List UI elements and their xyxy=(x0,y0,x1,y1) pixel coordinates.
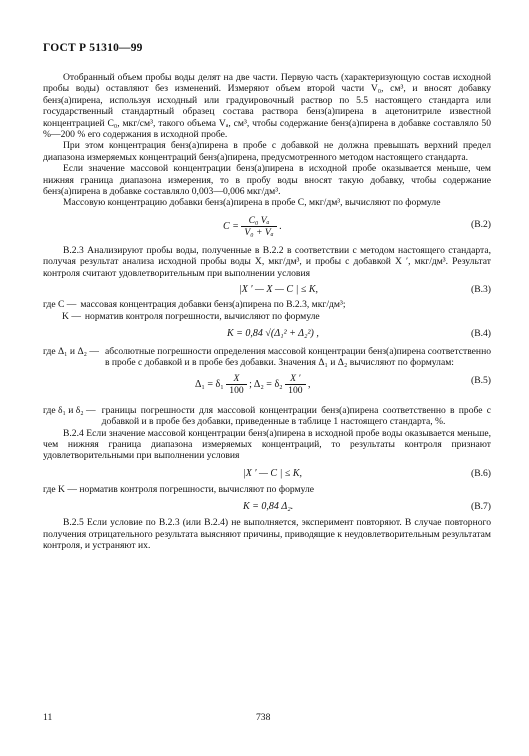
definition-k-term: K — xyxy=(62,310,81,322)
footer-sheet-number: 738 xyxy=(256,712,271,723)
formula-b7 xyxy=(43,495,491,517)
paragraph-low-concentration: Если значение массовой концентрации бенз(а)пирена в исходной пробе оказывается меньше, чем нижняя граница диапазона измерения, то в пробу воды вносят такую добавку, чтобы содержание бенз(а)пирена в добавке составляло 0,003—0,006 мкг/дм³. xyxy=(43,163,491,198)
formula-b5-fraction-2 xyxy=(285,373,305,396)
formula-b5-denominator-2: 100 xyxy=(288,384,303,396)
formula-b2 xyxy=(43,209,491,245)
paragraph-b24: В.2.4 Если значение массовой концентрации бенз(а)пирена в исходной пробе воды оказывается меньше, чем нижняя граница диапазона измеряемых концентраций, то результаты контроля признают удовлетворительными при выполнении условия xyxy=(43,427,491,462)
formula-b5-numerator-2: X ′ xyxy=(285,373,305,385)
formula-b5-fraction-1 xyxy=(226,373,246,396)
definition-k xyxy=(43,311,491,322)
paragraph-b25: В.2.5 Если условие по В.2.3 (или В.2.4) не выполняется, эксперимент повторяют. В случае повторного получения отрицательного результата выясняют причины, приводящие к неудовлетворительным результатам контроля, и устраняют их. xyxy=(43,517,491,551)
definition-delta xyxy=(43,346,491,369)
definition-small-delta-term: где δ₁ и δ₂ — xyxy=(43,404,96,416)
document-header: ГОСТ Р 51310—99 xyxy=(43,42,143,54)
paragraph-formula-intro: Массовую концентрацию добавки бенз(а)пирена в пробе C, мкг/дм³, вычисляют по формуле xyxy=(63,197,441,209)
definition-k-body: норматив контроля погрешности, вычисляют по формуле xyxy=(84,310,320,322)
paragraph-b23: В.2.3 Анализируют пробы воды, полученные в В.2.2 в соответствии с методом настоящего стандарта, получая результат анализа исходной пробы воды X, мкг/дм³, и пробы с добавкой X ′, мкг/дм³. Результат контроля считают удовлетворительным при выполнении условия xyxy=(43,244,491,279)
definition-small-delta xyxy=(43,405,491,428)
formula-b3 xyxy=(43,279,491,299)
formula-b6-expression: |X ′ — C | ≤ K, xyxy=(243,467,303,479)
formula-b5-tail: , xyxy=(308,378,311,390)
formula-b7-expression: K = 0,84 Δ₂. xyxy=(243,501,294,513)
formula-b3-number: (В.3) xyxy=(471,284,491,296)
formula-b2-fraction xyxy=(241,215,276,238)
formula-b3-expression: |X ′ — X — C | ≤ K, xyxy=(239,284,319,296)
formula-b7-number: (В.7) xyxy=(471,501,491,513)
formula-b2-tail: . xyxy=(279,220,282,232)
paragraph-sample-split: Отобранный объем пробы воды делят на две части. Первую часть (характеризующую состав исходной пробы воды) оставляют без изменений. Измеряют объем второй части V₀, см³, и вносят добавку бенз(а)пирена, используя исходный или градуировочный раствор по 5.5 настоящего стандарта или государственный стандартный образец состава раствора бенз(а)пирена в ацетонитриле известной концентрацией C₀, мкг/см³, такого объема Vₐ, см³, чтобы содержание бенз(а)пирена в добавке составляло 50 %—200 % его содержания в исходной пробе. xyxy=(43,72,491,141)
formula-b4-number: (В.4) xyxy=(471,327,491,339)
formula-b2-lhs: C = xyxy=(223,220,239,232)
definition-c-term: где C — xyxy=(43,299,77,311)
formula-b5-delta2: ; Δ₂ = δ₂ xyxy=(249,378,283,390)
definition-small-delta-body: границы погрешности для массовой концентрации бенз(а)пирена соответственно в пробе с добавкой и в пробе без добавки, приведенные в таблице 1 настоящего стандарта, %. xyxy=(101,404,491,428)
page-content xyxy=(43,42,491,551)
formula-b2-numerator: C₀ Vₐ xyxy=(241,215,276,227)
formula-b5-denominator-1: 100 xyxy=(229,384,244,396)
formula-b4 xyxy=(43,322,491,346)
formula-b2-number: (В.2) xyxy=(471,218,491,230)
footer-page-number: 11 xyxy=(43,712,53,723)
paragraph-concentration-limit: При этом концентрация бенз(а)пирена в пробе с добавкой не должна превышать верхний предел диапазона измеряемых концентраций бенз(а)пирена, предусмотренного методом настоящего стандарта. xyxy=(43,140,491,163)
definition-delta-body: абсолютные погрешности определения массовой концентрации бенз(а)пирена соответственно в пробе с добавкой и в пробе без добавки. Значения Δ₁ и Δ₂ вычисляют по формулам: xyxy=(104,345,491,369)
formula-b5-numerator-1: X xyxy=(226,373,246,385)
formula-b6-number: (В.6) xyxy=(471,467,491,479)
formula-b5-number: (В.5) xyxy=(471,374,491,386)
definition-c xyxy=(43,299,491,310)
definition-c-body: массовая концентрация добавки бенз(а)пирена по В.2.3, мкг/дм³; xyxy=(80,299,346,311)
formula-b5 xyxy=(43,369,491,405)
formula-b5-delta1: Δ₁ = δ₁ xyxy=(195,378,224,390)
formula-b4-expression: K = 0,84 √(Δ₁² + Δ₂²) , xyxy=(227,327,319,339)
formula-b6 xyxy=(43,462,491,484)
formula-b2-denominator: V₀ + Vₐ xyxy=(244,226,274,238)
paragraph-k-definition: где K — норматив контроля погрешности, вычисляют по формуле xyxy=(43,483,315,495)
definition-delta-term: где Δ₁ и Δ₂ — xyxy=(43,345,99,357)
